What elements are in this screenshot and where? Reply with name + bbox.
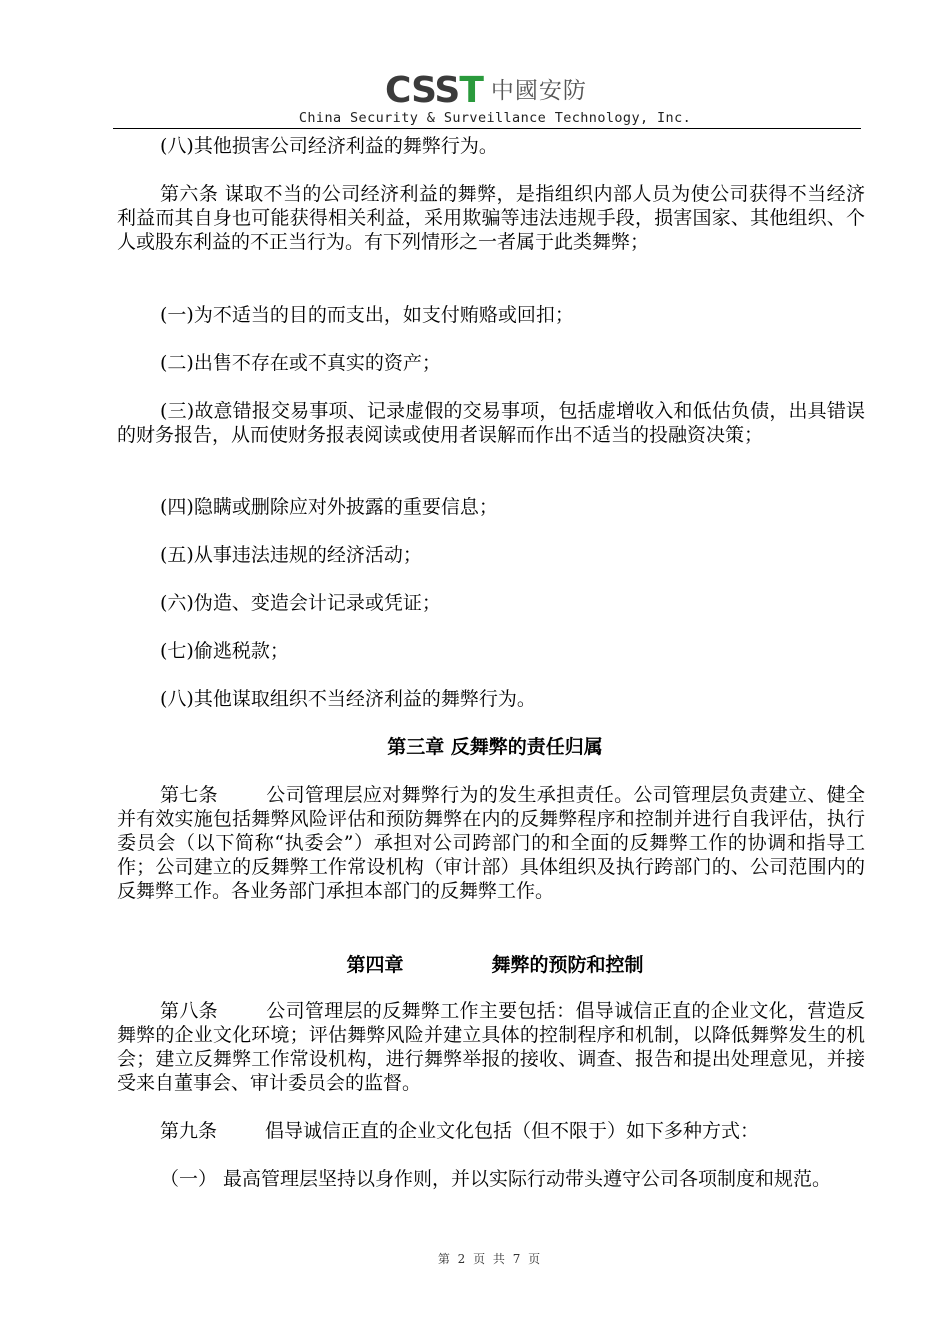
article-6: 第六条 谋取不当的公司经济利益的舞弊，是指组织内部人员为使公司获得不当经济利益而其自身也可能获得相关利益，采用欺骗等违法违规手段，损害国家、其他组织、个人或股东利益的不正当行为。有下列情形之一者属于此类舞弊； [117,183,865,253]
article-6-item-3: (三)故意错报交易事项、记录虚假的交易事项，包括虚增收入和低估负债，出具错误的财务报告，从而使财务报表阅读或使用者误解而作出不适当的投融资决策； [117,400,865,446]
article-6-item-8: (八)其他谋取组织不当经济利益的舞弊行为。 [160,688,536,710]
article-9-label: 第九条 [160,1120,218,1142]
page-header [0,0,950,132]
article-6-item-2: (二)出售不存在或不真实的资产； [160,352,441,374]
company-english-name: China Security & Surveillance Technology, Inc. [298,110,692,126]
article-9-text: 倡导诚信正直的企业文化包括（但不限于）如下多种方式： [265,1120,760,1142]
page-number-footer: 第 2 页 共 7 页 [437,1252,543,1266]
chapter-4-title: 舞弊的预防和控制 [491,954,644,976]
header-divider [113,128,861,129]
article-8-label: 第八条 [160,1000,218,1022]
article-8-text: 公司管理层的反舞弊工作主要包括：倡导诚信正直的企业文化，营造反舞弊的企业文化环境；评估舞弊风险并建立具体的控制程序和机制，以降低舞弊发生的机会；建立反舞弊工作常设机构，进行舞弊举报的接收、调查、报告和提出处理意见，并接受来自董事会、审计委员会的监督。 [117,1000,865,1094]
article-7 [117,783,865,903]
chapter-4-heading [0,953,950,977]
article-6-item-4: (四)隐瞒或删除应对外披露的重要信息； [160,496,498,518]
article-7-text: 公司管理层应对舞弊行为的发生承担责任。公司管理层负责建立、健全并有效实施包括舞弊风险评估和预防舞弊在内的反舞弊程序和控制并进行自我评估，执行委员会（以下简称“执委会”）承担对公司跨部门的和全面的反舞弊工作的协调和指导工作；公司建立的反舞弊工作常设机构（审计部）具体组织及执行跨部门的、公司范围内的反舞弊工作。各业务部门承担本部门的反舞弊工作。 [117,784,865,902]
logo-mark-t: T [459,70,483,111]
company-logo [385,70,587,111]
article-8 [117,999,865,1095]
article-6-item-5: (五)从事违法违规的经济活动； [160,544,422,566]
paragraph-prev-item-8: (八)其他损害公司经济利益的舞弊行为。 [160,135,498,157]
article-9 [117,1119,865,1143]
logo-mark-css: CSS [385,70,460,111]
article-6-item-7: (七)偷逃税款； [160,640,289,662]
article-7-label: 第七条 [160,784,218,806]
chapter-3-heading: 第三章 反舞弊的责任归属 [387,736,603,758]
article-9-item-1: （一） 最高管理层坚持以身作则，并以实际行动带头遵守公司各项制度和规范。 [160,1168,832,1190]
chapter-4-number: 第四章 [346,954,404,976]
csst-logo-mark [385,70,483,111]
article-6-item-1: (一)为不适当的目的而支出，如支付贿赂或回扣； [160,304,574,326]
logo-chinese-name: 中國安防 [490,78,587,104]
article-6-item-6: (六)伪造、变造会计记录或凭证； [160,592,441,614]
